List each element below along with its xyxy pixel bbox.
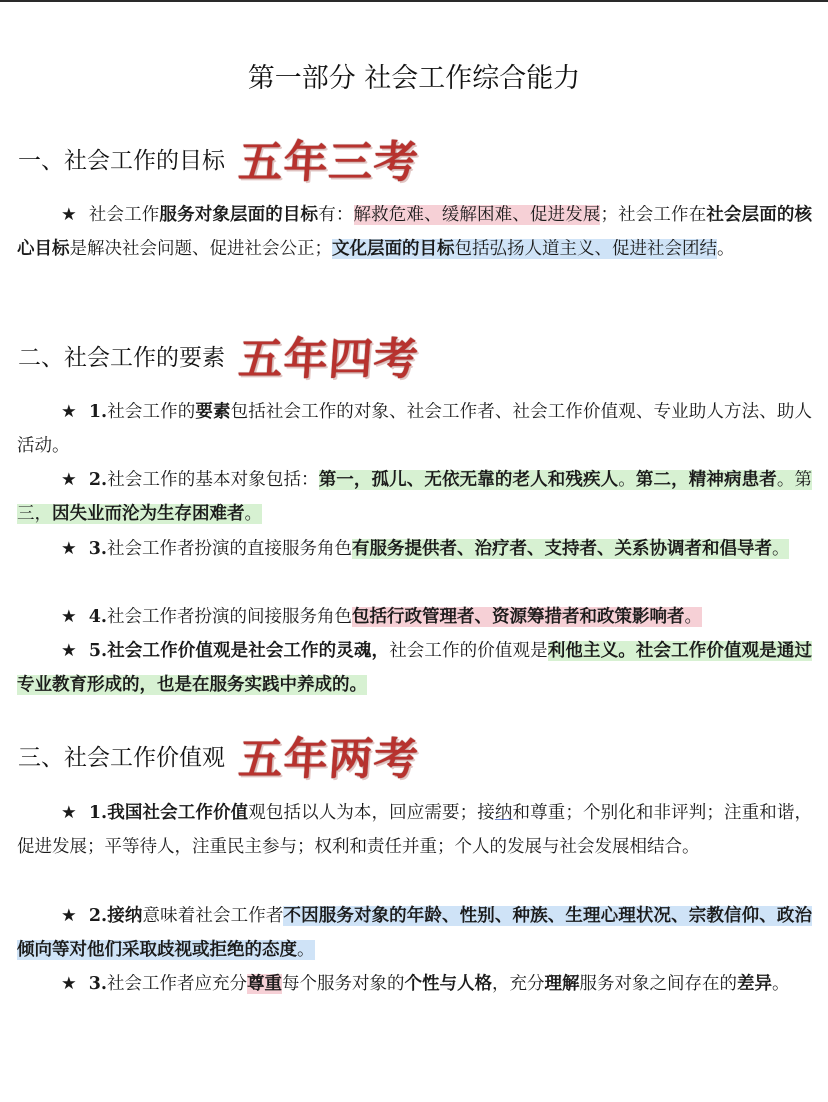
exam-frequency-stamp: 五年两考	[236, 734, 421, 785]
star-icon: ★	[61, 402, 77, 422]
text-run: 2.	[88, 906, 108, 926]
text-run: ，充分	[491, 974, 545, 994]
text-run: 是解决社会问题、促进社会公正；	[69, 239, 332, 259]
star-icon: ★	[61, 641, 77, 661]
text-run: 社会工作价值观是社会工作的灵魂，	[107, 641, 390, 661]
paragraph	[17, 967, 812, 1001]
highlight-green: 第二，精神病患者	[635, 470, 777, 490]
underlined-text: 纳	[494, 803, 513, 823]
text-run: 每个服务对象的	[281, 974, 405, 994]
text-run: 接纳	[107, 906, 143, 926]
text-run: 社会工作者扮演的直接服务角色	[106, 539, 352, 559]
paragraph	[17, 198, 812, 266]
highlight-green: 有服务提供者、治疗者、支持者、关系协调者和倡导者	[351, 539, 772, 559]
text-run: 有：	[318, 205, 354, 225]
text-run: 服务对象之间存在的	[579, 974, 737, 994]
text-run: 服务对象层面的目标	[159, 205, 319, 225]
text-run: 社会工作	[88, 205, 160, 225]
highlight-green: 。	[771, 539, 790, 559]
text-run: 包括社会工作的对象、社会工作者、社会工作价值观、专业助人方法、助人活动。	[17, 402, 812, 456]
paragraph	[17, 532, 812, 566]
section-heading: 一、社会工作的目标	[18, 147, 225, 174]
text-run: 社会工作的价值观是	[389, 641, 548, 661]
highlight-green: 第三，	[17, 470, 813, 524]
paragraph	[17, 395, 812, 463]
text-run: ；社会工作在	[600, 205, 707, 225]
text-run: 3.	[88, 539, 107, 559]
highlight-blue: 不因服务对象的年龄、性别、种族、生理心理状况、宗教信仰、政治倾向等对他们采取歧视或拒绝的态度	[17, 906, 812, 960]
section-heading: 二、社会工作的要素	[18, 344, 225, 371]
highlight-pink: 尊重	[246, 974, 282, 994]
text-run: 社会工作的基本对象包括：	[107, 470, 319, 490]
star-icon: ★	[61, 607, 77, 627]
highlight-pink: 包括行政管理者、资源筹措者和政策影响者	[351, 607, 685, 627]
highlight-green: 。	[244, 504, 262, 524]
star-icon: ★	[61, 974, 77, 994]
paragraph	[17, 463, 812, 531]
text-run: 社会工作的	[107, 402, 196, 422]
text-run: 和尊重；个别化和非评判；注重和谐，促进发展；平等待人，注重民主参与；权利和责任并重；个人的发展与社会发展相结合。	[17, 803, 813, 857]
highlight-blue: 。	[297, 940, 315, 960]
star-icon: ★	[61, 470, 77, 490]
text-run: 。	[771, 974, 790, 994]
text-run: 个性与人格	[404, 974, 492, 994]
text-run: 3.	[88, 974, 107, 994]
text-run: 1.	[88, 803, 108, 823]
text-run: 意味着社会工作者	[142, 906, 284, 926]
exam-frequency-stamp: 五年三考	[236, 137, 421, 188]
section-header-goals	[18, 128, 419, 188]
highlight-pink: 。	[684, 607, 702, 627]
text-run: 要素	[195, 402, 231, 422]
text-run: 理解	[544, 974, 580, 994]
text-run: 5.	[88, 641, 108, 661]
text-run: 差异	[736, 974, 772, 994]
text-run: 社会工作者扮演的间接服务角色	[106, 607, 352, 627]
paragraph	[17, 899, 812, 967]
highlight-blue: 文化层面的目标	[332, 239, 455, 259]
highlight-green: 因失业而沦为生存困难者	[52, 504, 245, 524]
text-run: 观包括以人为本，回应需要；接	[248, 803, 495, 823]
exam-frequency-stamp: 五年四考	[236, 334, 421, 385]
text-run: 。	[717, 239, 735, 259]
text-run: 2.	[88, 470, 108, 490]
paragraph	[17, 796, 812, 864]
section-header-values	[18, 725, 419, 785]
section-heading: 三、社会工作价值观	[18, 744, 225, 771]
text-run: 社会层面的核心目标	[17, 205, 813, 259]
star-icon: ★	[61, 906, 77, 926]
highlight-green: 。	[618, 470, 636, 490]
highlight-blue: 包括弘扬人道主义、促进社会团结	[454, 239, 717, 259]
text-run: 社会工作者应充分	[106, 974, 247, 994]
top-border-line	[0, 0, 828, 2]
text-run: 1.	[88, 402, 108, 422]
highlight-green: 利他主义。社会工作价值观是通过专业教育形成的，也是在服务实践中养成的。	[17, 641, 813, 695]
highlight-pink: 解救危难、缓解困难、促进发展	[353, 205, 601, 225]
paragraph	[17, 634, 812, 702]
page-title: 第一部分 社会工作综合能力	[247, 63, 581, 94]
star-icon: ★	[61, 539, 77, 559]
text-run: 我国社会工作价值	[107, 803, 249, 823]
text-run: 4.	[88, 607, 107, 627]
star-icon: ★	[61, 803, 77, 823]
section-header-elements	[18, 325, 419, 385]
star-icon: ★	[61, 205, 77, 225]
highlight-green: 第一，孤儿、无依无靠的老人和残疾人	[318, 470, 619, 490]
paragraph	[17, 600, 812, 634]
highlight-green: 。	[776, 470, 795, 490]
